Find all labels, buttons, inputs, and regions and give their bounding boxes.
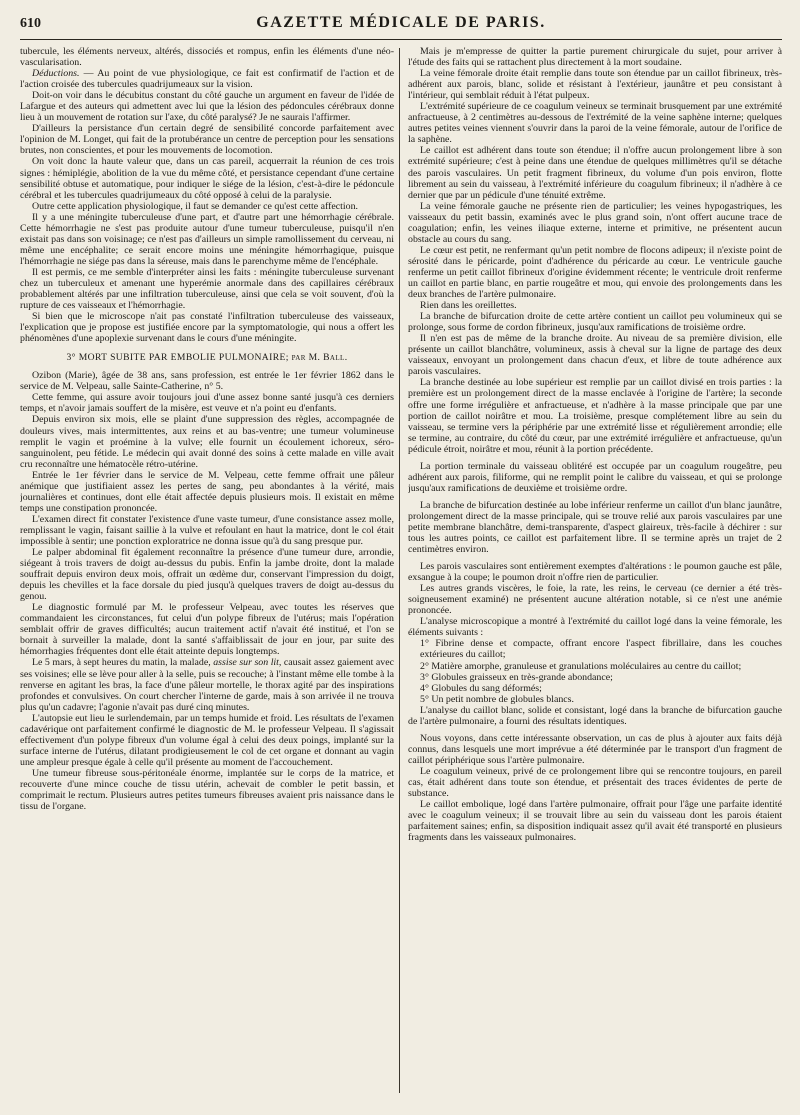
- paragraph: La veine fémorale droite était remplie dans toute son étendue par un caillot fibrineux, très-adhérent aux parois, blanc, solide et résistant à l'extérieur, jaunâtre et peu consistant à l'intérieur, qui semblait réduit à l'état pulpeux.: [408, 68, 782, 102]
- left-column: [20, 46, 394, 1101]
- paragraph: La portion terminale du vaisseau oblitéré est occupée par un coagulum rougeâtre, peu adhérent aux parois, filiforme, qui ne remplit point le calibre du vaisseau, et qui se prolonge jusqu'aux ramifications de deuxième et troisième ordre.: [408, 460, 782, 494]
- paragraph: Nous voyons, dans cette intéressante observation, un cas de plus à ajouter aux faits déjà connus, dans lesquels une mort imprévue a été déterminée par le transport d'un fragment de caillot périphérique sous l'artère pulmonaire.: [408, 732, 782, 766]
- paragraph: Rien dans les oreillettes.: [420, 300, 517, 312]
- paragraph: Mais je m'empresse de quitter la partie purement chirurgicale du sujet, pour arriver à l'étude des faits qui se rattachent plus directement à la mort soudaine.: [408, 46, 782, 69]
- deductions-label: Déductions.: [32, 68, 80, 80]
- paragraph: L'extrémité supérieure de ce coagulum veineux se terminait brusquement par une extrémité anfractueuse, à 2 centimètres au-dessous de l'extrémité de la veine saphène interne; quelques autres petites veines viennent s'ouvrir dans la paroi de la veine fémorale, autour de l'orifice de la saphène.: [408, 101, 782, 146]
- paragraph: Outre cette application physiologique, il faut se demander ce qu'est cette affection.: [32, 200, 358, 212]
- text-columns: [20, 46, 782, 1101]
- paragraph: Le diagnostic formulé par M. le professeur Velpeau, avec toutes les réserves que commandaient les circonstances, fut celui d'un polype fibreux de l'utérus; mais l'opération semblait offrir de graves difficultés; aucun traitement actif n'avait été institué, et l'on se bornait à surveiller la malade, dont la santé s'affaiblissait de jour en jour, par suite des hémorrhagies fréquentes dont elle était atteinte depuis longtemps.: [20, 602, 394, 658]
- paragraph: Une tumeur fibreuse sous-péritonéale énorme, implantée sur le corps de la matrice, et recouverte d'une mince couche de tissu utérin, achevait de combler le petit bassin, et comprimait le rectum. Plusieurs autres petites tumeurs fibreuses avaient pris naissance dans le tissu de l'organe.: [20, 767, 394, 813]
- paragraph: Le 5 mars, à sept heures du matin, la malade, assise sur son lit, causait assez gaiement avec ses voisines; elle se lève pour aller à la selle, puis se recouche; à l'instant même elle tombe à la renverse en agitant les bras, la face d'une pâleur mortelle, le thorax agité par des inspirations profondes et convulsives. On court chercher l'interne de garde, mais à son arrivée il ne trouva plus qu'un cadavre; l'agonie n'avait pas duré cinq minutes.: [20, 657, 394, 713]
- right-column: [408, 46, 782, 1101]
- paragraph: On voit donc la haute valeur que, dans un cas pareil, acquerrait la réunion de ces trois signes : hémiplégie, abolition de la vue du même côté, et persistance cependant d'une certaine sensibilité obtuse et automatique, pour indiquer le siége de la lésion, c'est-à-dire le pédoncule cérébral et les tubercules quadrijumeaux du côté opposé à celui de la paralysie.: [20, 156, 394, 201]
- paragraph-text: Au point de vue physiologique, ce fait est confirmatif de l'action et de l'action croisée des tubercules quadrijumeaux sur la vision.: [20, 68, 394, 91]
- paragraph: Les parois vasculaires sont entièrement exemptes d'altérations : le poumon gauche est pâle, exsangue à la coupe; le poumon droit n'offre rien de particulier.: [408, 561, 782, 584]
- section-heading: 3° MORT SUBITE PAR EMBOLIE PULMONAIRE; par M. Ball.: [66, 352, 348, 364]
- paragraph: La veine fémorale gauche ne présente rien de particulier; les veines hypogastriques, les vaisseaux du petit bassin, examinés avec le plus grand soin, n'ont offert aucune trace de coagulation; enfin, les veines iliaque externe, interne et primitive, ne présentent aucun obstacle au cours du sang.: [408, 200, 782, 245]
- paragraph: L'analyse du caillot blanc, solide et consistant, logé dans la branche de bifurcation gauche de l'artère pulmonaire, a fourni des résultats identiques.: [408, 704, 782, 727]
- paragraph: Il n'en est pas de même de la branche droite. Au niveau de sa première division, elle présente un caillot blanchâtre, volumineux, assis à cheval sur la ligne de partage des deux vaisseaux, envoyant un prolongement dans chacun d'eux, et libre de toute adhérence aux parois vasculaires.: [408, 333, 782, 378]
- paragraph: Il est permis, ce me semble d'interpréter ainsi les faits : méningite tuberculeuse survenant chez un tuberculeux et amenant une hyperémie anormale dans des capillaires cérébraux probablement altérés par une infiltration tuberculeuse, ainsi que cela se voit souvent, d'où la rupture de ces vaisseaux et l'hémorrhagie.: [20, 266, 394, 312]
- column-divider: [399, 48, 400, 1093]
- list-item: 4° Globules du sang déformés;: [420, 682, 542, 694]
- paragraph: Depuis environ six mois, elle se plaint d'une suppression des règles, accompagnée de douleurs vives, mais intermittentes, aux reins et au bas-ventre; une tumeur volumineuse remplit le vagin et proémine à la vulve; elle fournit un écoulement ichoreux, séro-sanguinolent, peu fétide. Le médecin qui avait donné des soins à cette malade en ville avait cru reconnaître une hématocèle rétro-utérine.: [20, 414, 394, 470]
- paragraph: Si bien que le microscope n'ait pas constaté l'infiltration tuberculeuse des vaisseaux, l'explication que je propose est justifiée encore par la symptomatologie, qui nous a offert les phénomènes d'une apoplexie survenant dans le cours d'une méningite.: [20, 311, 394, 345]
- paragraph: Le coagulum veineux, privé de ce prolongement libre qui se rencontre toujours, en pareil cas, était adhérent dans toute son étendue, et présentait des traces évidentes de perte de substance.: [408, 765, 782, 800]
- paragraph: Il y a une méningite tuberculeuse d'une part, et d'autre part une hémorrhagie cérébrale. Cette hémorrhagie ne s'est pas produite autour d'une tumeur tuberculeuse, puisqu'il n'en existait pas dans son voisinage; ce n'est pas d'ailleurs un simple ramollissement du cerveau, ni même une encéphalite; ce serait encore moins une méningite hémorrhagique, puisque l'hémorrhagie ne siége pas dans la séreuse, mais dans le parenchyme même de l'encéphale.: [20, 211, 394, 267]
- paragraph: Les autres grands viscères, le foie, la rate, les reins, le cerveau (ce dernier a été très-soigneusement examiné) ne présentent aucune altération notable, si ce n'est une anémie prononcée.: [408, 583, 782, 617]
- journal-title: GAZETTE MÉDICALE DE PARIS.: [256, 14, 546, 31]
- paragraph: D'ailleurs la persistance d'un certain degré de sensibilité concorde parfaitement avec l'opinion de M. Longet, qui fait de la protubérance un centre de perception pour les sensations brutes, non conscientes, et pour les mouvements de locomotion.: [20, 123, 394, 157]
- paragraph: Le caillot embolique, logé dans l'artère pulmonaire, offrait pour l'âge une parfaite identité avec le coagulum veineux; il se trouvait libre au sein du vaisseau dont les parois étaient parfaitement saines; enfin, sa disposition indiquait assez qu'il avait été transporté en plusieurs fragments dans les vaisseaux pulmonaires.: [408, 799, 782, 844]
- paragraph-deductions: Déductions. — Au point de vue physiologique, ce fait est confirmatif de l'action et de l'action croisée des tubercules quadrijumeaux sur la vision.: [20, 68, 394, 91]
- list-item: 2° Matière amorphe, granuleuse et granulations moléculaires au centre du caillot;: [420, 660, 742, 672]
- page-number: 610: [20, 16, 41, 31]
- paragraph: Le cœur est petit, ne renfermant qu'un petit nombre de flocons adipeux; il n'existe point de sérosité dans le péricarde, point d'adhérence du péricarde au cœur. Le ventricule gauche renferme un petit caillot fibrineux d'origine évidemment récente; le ventricule droit renferme un caillot en partie blanc, en partie rougeâtre et mou, qui envoie des prolongements dans les deux branches de l'artère pulmonaire.: [408, 244, 782, 301]
- paragraph: tubercule, les éléments nerveux, altérés, dissociés et rompus, enfin les éléments d'une néo-vascularisation.: [20, 46, 394, 69]
- list-item: 1° Fibrine dense et compacte, offrant encore l'aspect fibrillaire, dans les couches extérieures du caillot;: [420, 638, 782, 661]
- paragraph: L'examen direct fit constater l'existence d'une vaste tumeur, d'une consistance assez molle, remplissant le vagin, faisant saillie à la vulve et refoulant en haut la matrice, dont le col était impossible à sentir; une ponction exploratrice ne donna issue qu'à du sang presque pur.: [20, 513, 394, 547]
- paragraph: L'autopsie eut lieu le surlendemain, par un temps humide et froid. Les résultats de l'examen cadavérique ont parfaitement confirmé le diagnostic de M. le professeur Velpeau. Il s'agissait effectivement d'un polype fibreux d'un volume égal à celui des deux poings, implanté sur la surface interne de l'utérus, dilatant prodigieusement le col de cet organe et donnant au vagin une ampleur presque égale à celle qu'il présente au moment de l'accouchement.: [20, 712, 394, 768]
- paragraph: Doit-on voir dans le décubitus constant du côté gauche un argument en faveur de l'idée de Lafargue et des auteurs qui admettent avec lui que la lésion des pédoncules cérébraux donne lieu à un mouvement de rotation sur l'axe, du côté paralysé? Je ne saurais l'affirmer.: [20, 90, 394, 124]
- paragraph: La branche destinée au lobe supérieur est remplie par un caillot divisé en trois parties : la première est un prolongement direct de la masse enclavée à l'origine de l'artère; la seconde offre une forme irrégulière et anfractueuse, et n'adhère à la masse principale que par une portion de caillot noirâtre et mou. La troisième, presque complétement libre au sein du vaisseau, se termine vers la périphérie par une extrémité lisse et régulièrement arrondie; elle se termine, au contraire, du côté du cœur, par une extrémité irrégulière et anfractueuse, qu'un pédicule étroit, noirâtre et mou, réunit à la portion précédente.: [408, 377, 782, 455]
- paragraph: La branche de bifurcation droite de cette artère contient un caillot peu volumineux qui se prolonge, sous forme de cordon fibrineux, jusqu'aux ramifications de troisième ordre.: [408, 311, 782, 334]
- paragraph: Entrée le 1er février dans le service de M. Velpeau, cette femme offrait une pâleur anémique que justifiaient assez les pertes de sang, peu abondantes à la vérité, mais journalières et continues, dont elle était affectée depuis plusieurs mois. Il existait en même temps une constipation prononcée.: [20, 469, 394, 514]
- list-item: 5° Un petit nombre de globules blancs.: [420, 693, 574, 705]
- list-item: 3° Globules graisseux en très-grande abondance;: [420, 671, 613, 683]
- paragraph: Ozibon (Marie), âgée de 38 ans, sans profession, est entrée le 1er février 1862 dans le service de M. Velpeau, salle Sainte-Catherine, n° 5.: [20, 370, 394, 393]
- paragraph: Le caillot est adhérent dans toute son étendue; il n'offre aucun prolongement libre à son extrémité supérieure; c'est à peine dans une étendue de quelques millimètres qu'il se détache des parois vasculaires. Un petit fragment fibrineux, du volume d'un pois environ, flotte librement au sein du vaisseau, à l'extrémité inférieure du coagulum fibrineux; il n'adhère à ce dernier que par un pédicule d'une ténuité extrême.: [408, 145, 782, 201]
- paragraph: La branche de bifurcation destinée au lobe inférieur renferme un caillot d'un blanc jaunâtre, prolongement direct de la masse principale, qui se trouve relié aux parois vasculaires par une petite membrane blanchâtre, demi-transparente, d'aspect glaireux, très-facile à déchirer : sur tous les autres points, ce caillot est parfaitement libre. Il se termine après un trajet de 2 centimètres environ.: [408, 499, 782, 556]
- running-head: [20, 14, 782, 40]
- paragraph: Le palper abdominal fit également reconnaître la présence d'une tumeur dure, arrondie, siégeant à trois travers de doigt au-dessus du pubis. Enfin la jambe droite, dont la malade souffrait depuis environ deux mois, offrait un œdème dur, conservant l'impression du doigt, depuis les chevilles et la face dorsale du pied jusqu'à quelques travers de doigt au-dessus du genou.: [20, 547, 394, 603]
- paragraph: L'analyse microscopique a montré à l'extrémité du caillot logé dans la veine fémorale, les éléments suivants :: [408, 616, 782, 639]
- italic-phrase: assise sur son lit,: [213, 657, 282, 669]
- paragraph: Cette femme, qui assure avoir toujours joui d'une assez bonne santé jusqu'à ces derniers temps, et n'avoir jamais souffert de la misère, est veuve et n'a point eu d'enfants.: [20, 392, 394, 415]
